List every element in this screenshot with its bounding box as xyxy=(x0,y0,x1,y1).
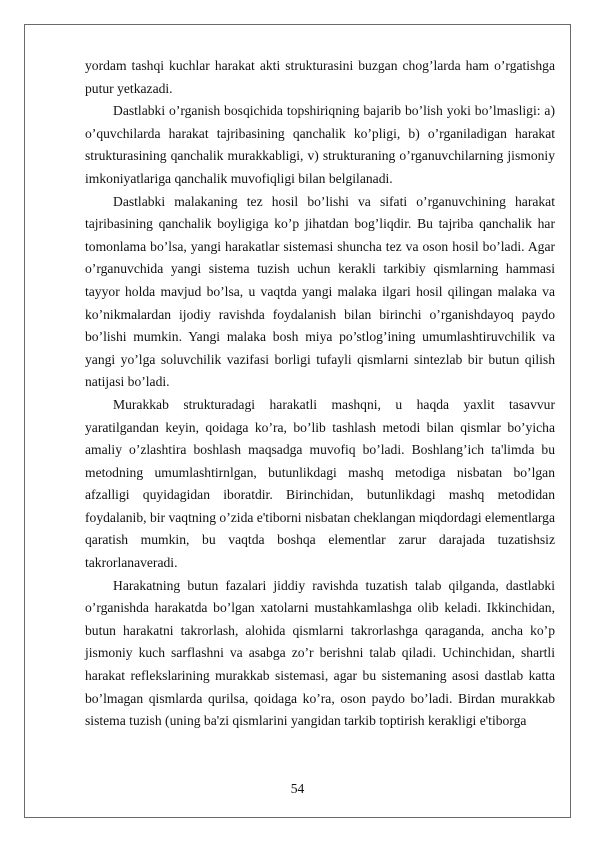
paragraph-1: yordam tashqi kuchlar harakat akti strukturasini buzgan chog’larda ham o’rgatishga putur yetkazadi. xyxy=(85,58,555,96)
paragraph-5: Harakatning butun fazalari jiddiy ravishda tuzatish talab qilganda, dastlabki o’rganishda harakatda bo’lgan xatolarni mustahkamlashga olib keladi. Ikkinchidan, butun harakatni takrorlash, alohida qismlarni takrorlashga qaraganda, ancha ko’p jismoniy kuch sarflashni va asabga zo’r berishni talab qiladi. Uchinchidan, shartli harakat reflekslarining murakkab sistemasi, agar bu sistemaning asosi dastlab katta bo’lmagan qismlarda qurilsa, qoidaga ko’ra, oson paydo bo’ladi. Birdan murakkab sistema tuzish (uning ba'zi qismlarini yangidan tarkib toptirish kerakligi e'tiborga xyxy=(85,577,555,729)
paragraph-3: Dastlabki malakaning tez hosil bo’lishi va sifati o’rganuvchining harakat tajribasining qanchalik boyligiga ko’p jihatdan bog’liqdir. Bu tajriba qanchalik har tomonlama bo’lsa, yangi harakatlar sistemasi shuncha tez va oson hosil bo’ladi. Agar o’rganuvchida yangi sistema tuzish uchun kerakli tarkibiy qismlarning hammasi tayyor holda mavjud bo’lsa, u vaqtda yangi malaka ilgari hosil qilingan malaka va ko’nikmalardan ijodiy ravishda foydalanish bilan birinchi o’rganishdayoq paydo bo’lishi mumkin. Yangi malaka bosh miya po’stlog’ining umumlashtiruvchilik va yangi yo’lga soluvchilik vazifasi borligi tufayli qismlarni sintezlab bir butun qilish natijasi bo’ladi. xyxy=(85,193,555,390)
body-text xyxy=(85,55,555,733)
paragraph-2: Dastlabki o’rganish bosqichida topshiriqning bajarib bo’lish yoki bo’lmasligi: a) o’quvchilarda harakat tajribasining qanchalik ko’pligi, b) o’rganiladigan harakat strukturasining qanchalik murakkabligi, v) strukturaning o’rganuvchilarning jismoniy imkoniyatlariga qanchalik muvofiqligi bilan belgilanadi. xyxy=(85,103,555,186)
paragraph-4: Murakkab strukturadagi harakatli mashqni, u haqda yaxlit tasavvur yaratilgandan keyin, qoidaga ko’ra, bo’lib tashlash metodi bilan qismlar bo’yicha amaliy o’zlashtira boshlash maqsadga muvofiq bo’ladi. Boshlang’ich ta'limda bu metodning umumlashtirnlgan, butunlikdagi mashq metodiga nisbatan bo’lgan afzalligi quyidagidan iboratdir. Birinchidan, butunlikdagi mashq metodidan foydalanib, bir vaqtning o’zida e'tiborni nisbatan cheklangan miqdordagi elementlarga qaratish mumkin, bu vaqtda boshqa elementlar zarur darajada tuzatishsiz takrorlanaveradi. xyxy=(85,396,555,571)
page-number: 54 xyxy=(290,781,305,796)
